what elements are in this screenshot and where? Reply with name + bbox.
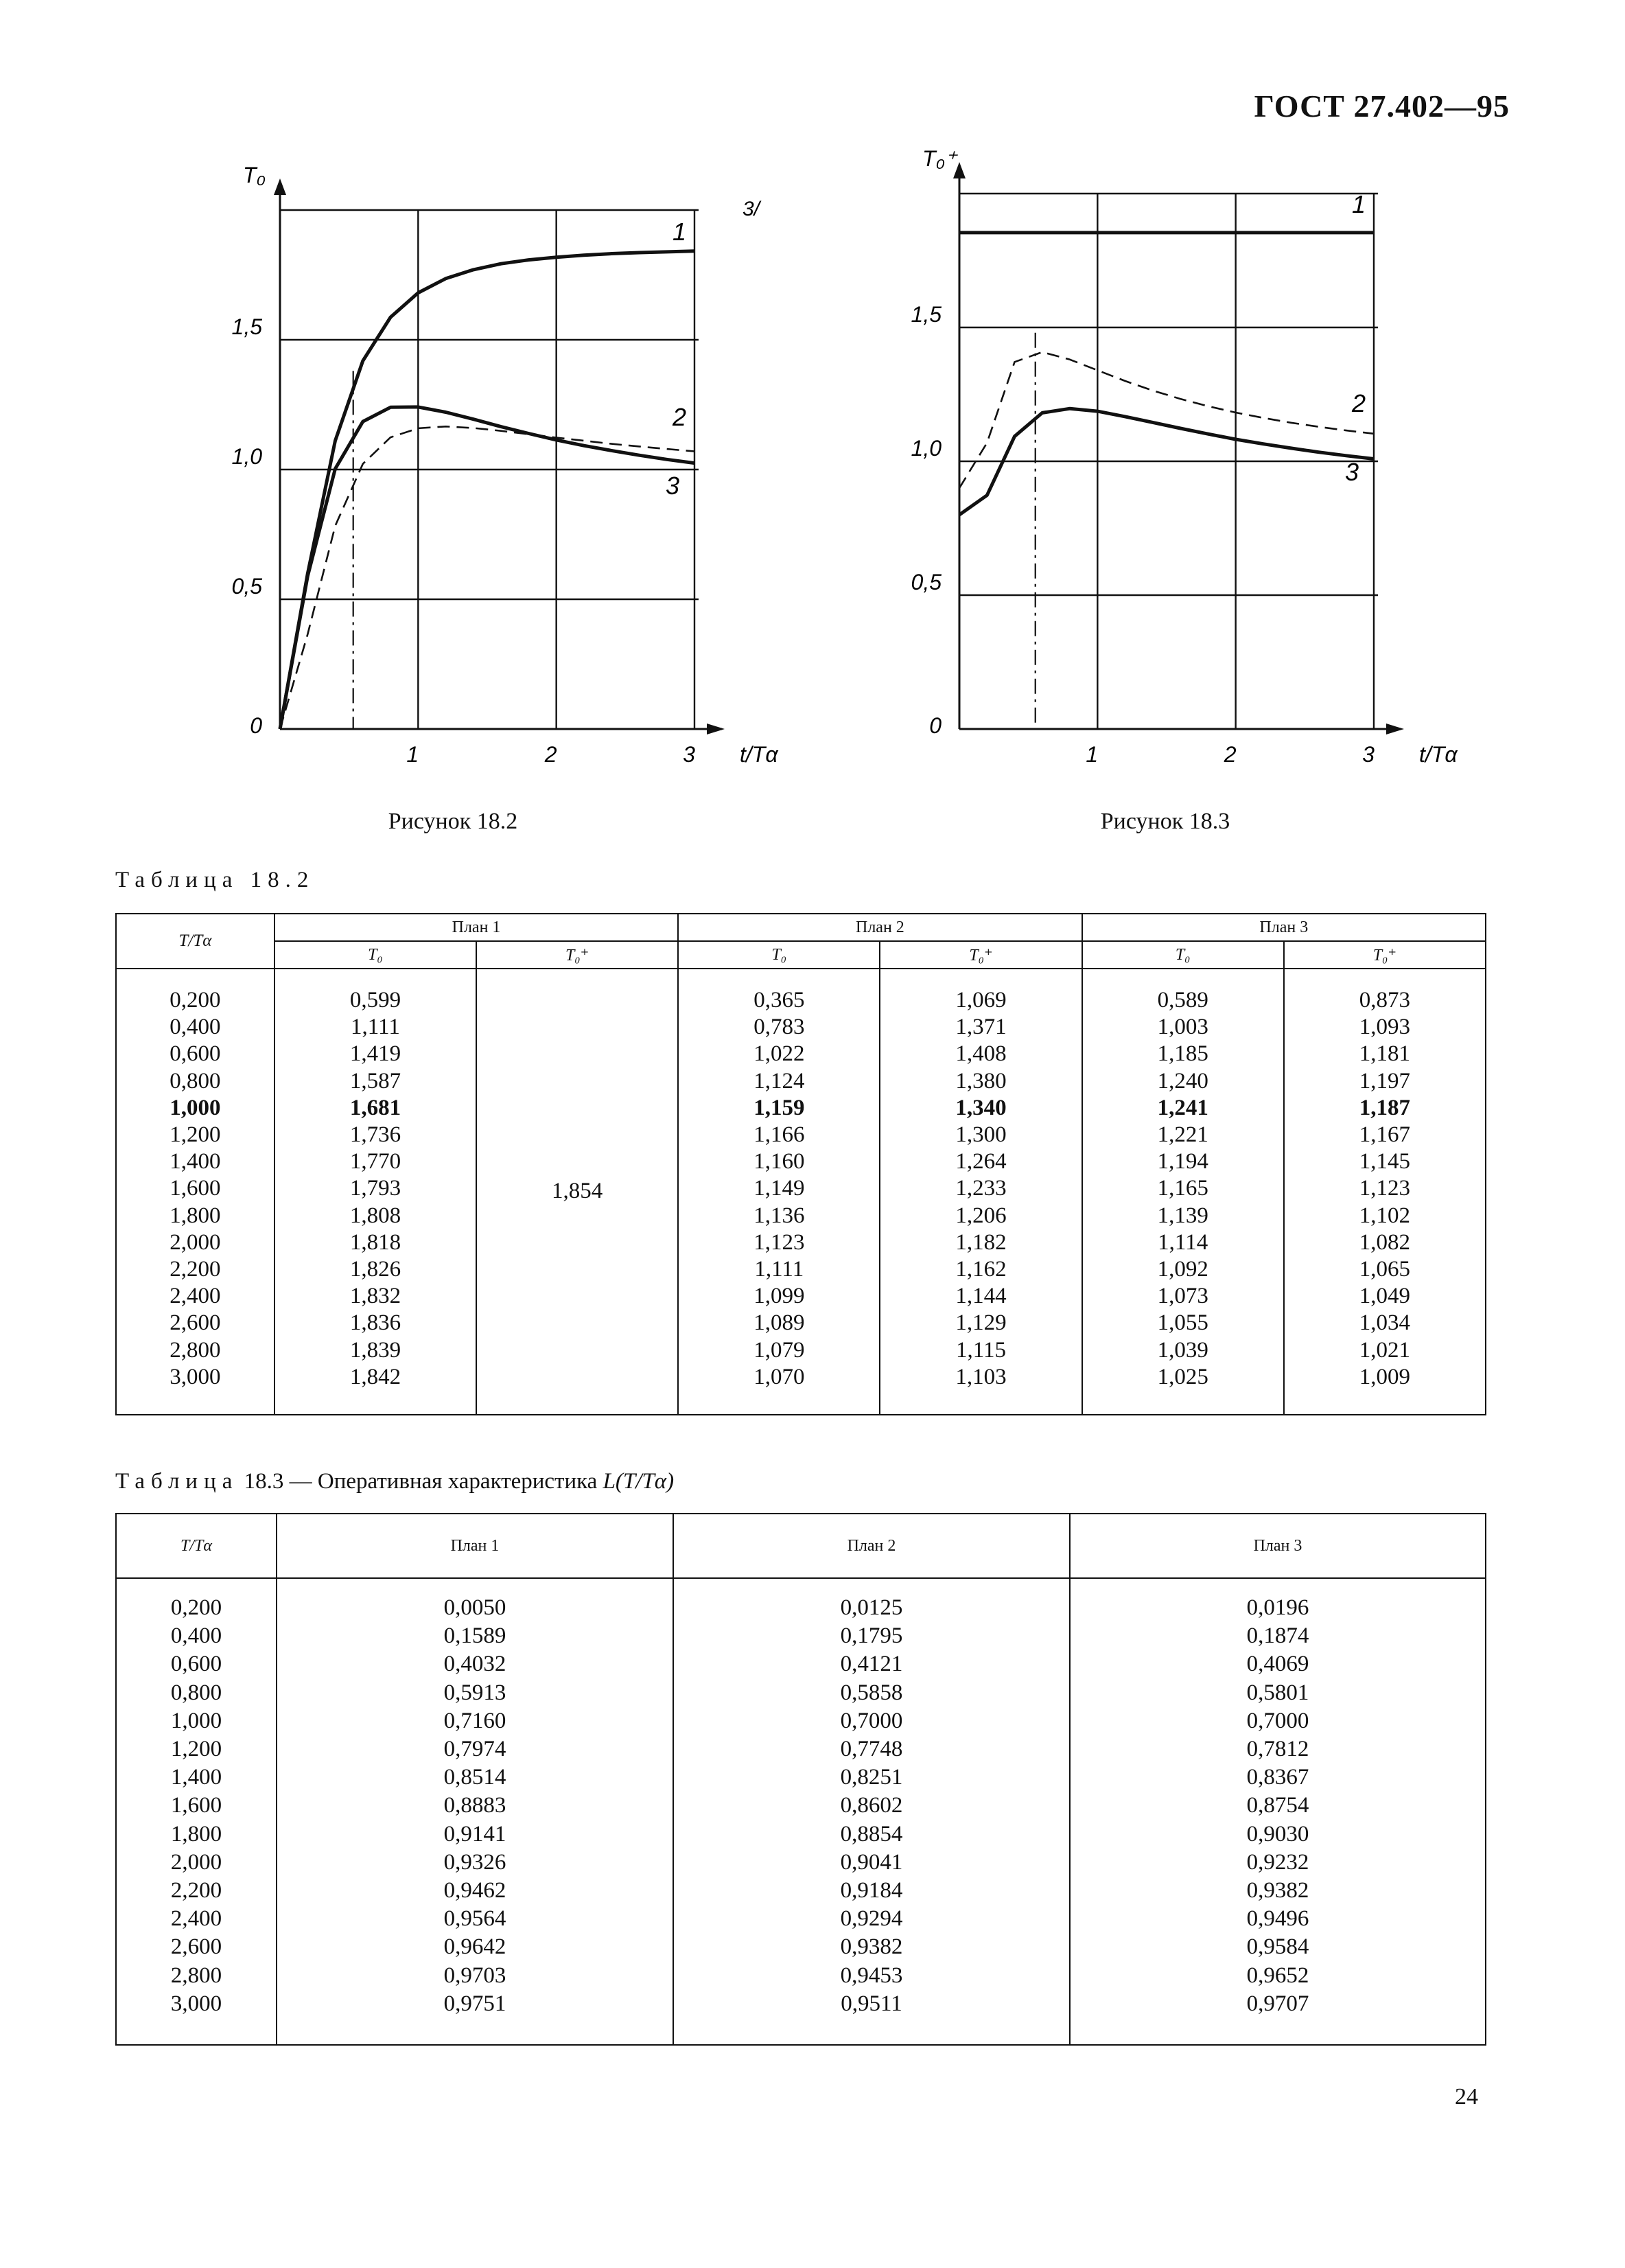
t3-row-header: T/Tα <box>116 1514 277 1578</box>
t3-col-plan2 <box>673 1578 1070 2045</box>
table-cell: 0,5801 <box>1246 1680 1309 1705</box>
table-cell: 0,9041 <box>840 1849 903 1875</box>
table-cell: 1,003 <box>1157 1015 1208 1040</box>
table-cell: 0,5913 <box>443 1680 506 1705</box>
table-cell: 0,1795 <box>840 1623 903 1649</box>
table-18-2-title <box>115 868 314 893</box>
table-cell: 1,808 <box>349 1203 401 1228</box>
table-cell: 2,400 <box>169 1284 221 1309</box>
figure-18-3-caption: Рисунок 18.3 <box>1100 809 1230 834</box>
table-cell: 2,600 <box>170 1934 222 1960</box>
table-cell: 1,408 <box>955 1041 1007 1067</box>
t2-col-t <box>116 969 274 1415</box>
table-cell: 1,115 <box>955 1337 1007 1363</box>
table-cell: 2,200 <box>170 1878 222 1903</box>
t2-plan1-T0plus-value: 1,854 <box>552 1179 603 1204</box>
table-cell: 1,009 <box>1359 1364 1411 1389</box>
table-cell: 1,800 <box>169 1203 221 1228</box>
table-cell: 1,149 <box>753 1176 805 1201</box>
x-tick-label: 1 <box>406 742 419 767</box>
table-cell: 3,000 <box>169 1364 221 1389</box>
table-cell: 2,800 <box>170 1963 222 1988</box>
table-cell: 0,9511 <box>841 1991 902 2016</box>
table-cell: 1,167 <box>1359 1122 1411 1148</box>
table-18-2-title-text: Таблица 18.2 <box>115 868 315 892</box>
table-cell: 0,200 <box>169 988 221 1012</box>
table-cell: 0,7000 <box>840 1708 903 1733</box>
table-cell: 1,233 <box>955 1176 1007 1201</box>
table-cell: 0,800 <box>169 1068 221 1094</box>
table-cell: 1,836 <box>349 1310 401 1336</box>
table-cell: 1,264 <box>955 1149 1007 1174</box>
x-tick-label: 3 <box>1362 742 1375 767</box>
y-tick-label: 0 <box>929 713 942 738</box>
table-cell: 0,9141 <box>443 1821 506 1847</box>
t2-plan2-header: План 2 <box>678 914 1082 941</box>
t2-col-plan3-T0 <box>1082 969 1284 1415</box>
table-cell: 1,166 <box>753 1122 805 1148</box>
table-cell: 0,0050 <box>443 1595 506 1620</box>
table-cell: 0,8367 <box>1246 1765 1309 1790</box>
t2-plan2-T0plus: T₀⁺ <box>880 941 1082 969</box>
table-cell: 0,9382 <box>1246 1878 1309 1903</box>
table-cell: 0,200 <box>170 1595 222 1620</box>
table-cell: 0,8251 <box>840 1765 903 1790</box>
table-cell: 0,783 <box>753 1015 805 1040</box>
document-code: ГОСТ 27.402—95 <box>1254 89 1510 124</box>
table-cell: 1,065 <box>1359 1257 1411 1282</box>
table-cell: 0,0196 <box>1246 1595 1309 1620</box>
table-cell: 1,160 <box>753 1149 805 1174</box>
table-cell: 1,022 <box>753 1041 805 1067</box>
table-cell: 0,8883 <box>443 1793 506 1818</box>
table-cell: 1,600 <box>169 1176 221 1201</box>
y-tick-label: 0 <box>250 713 262 738</box>
table-cell: 0,0125 <box>840 1595 903 1620</box>
table-cell: 1,103 <box>955 1364 1007 1389</box>
table-cell: 0,599 <box>349 988 401 1012</box>
table-18-3-title-prefix: Таблица <box>115 1469 239 1494</box>
series-line-3 <box>280 407 694 729</box>
table-cell: 0,8854 <box>840 1821 903 1847</box>
table-cell: 2,000 <box>170 1849 222 1875</box>
table-cell: 0,5858 <box>840 1680 903 1705</box>
table-cell: 1,093 <box>1359 1015 1411 1040</box>
table-cell: 0,873 <box>1359 988 1411 1012</box>
t3-plan1-header: План 1 <box>277 1514 673 1578</box>
table-cell: 1,400 <box>169 1149 221 1174</box>
table-cell: 0,9751 <box>443 1991 506 2016</box>
y-tick-label: 1,5 <box>911 302 942 327</box>
table-cell: 0,9642 <box>443 1934 506 1960</box>
table-cell: 1,419 <box>349 1041 401 1067</box>
table-cell: 2,000 <box>169 1229 221 1255</box>
table-cell: 1,770 <box>349 1149 401 1174</box>
x-axis-arrow <box>1386 724 1404 734</box>
table-cell: 0,9496 <box>1246 1906 1309 1932</box>
t2-col-plan1-T0plus <box>476 969 678 1415</box>
x-tick-label: 2 <box>1224 742 1237 767</box>
table-cell: 2,200 <box>169 1257 221 1282</box>
table-cell: 1,736 <box>349 1122 401 1148</box>
figure-18-2-chart <box>199 137 817 796</box>
curve-label: 1 <box>673 218 687 246</box>
table-cell: 1,165 <box>1157 1176 1208 1201</box>
t2-plan2-T0: T₀ <box>678 941 880 969</box>
table-cell: 1,111 <box>754 1257 804 1282</box>
table-cell: 1,111 <box>351 1015 400 1040</box>
table-cell: 1,039 <box>1157 1337 1208 1363</box>
table-cell: 1,089 <box>753 1310 805 1336</box>
table-cell: 2,800 <box>169 1337 221 1363</box>
t2-plan3-header: План 3 <box>1082 914 1486 941</box>
t2-plan1-T0: T₀ <box>274 941 476 969</box>
table-cell: 0,1874 <box>1246 1623 1309 1649</box>
table-cell: 1,185 <box>1157 1041 1208 1067</box>
table-cell: 2,400 <box>170 1906 222 1932</box>
y-tick-label: 1,0 <box>911 436 942 461</box>
y-axis-arrow <box>274 178 286 195</box>
table-cell: 0,600 <box>169 1041 221 1067</box>
table-cell: 1,114 <box>1158 1229 1208 1255</box>
table-cell: 1,000 <box>169 1095 221 1120</box>
table-cell: 0,7000 <box>1246 1708 1309 1733</box>
table-cell: 1,200 <box>169 1122 221 1148</box>
table-cell: 1,136 <box>753 1203 805 1228</box>
table-18-3-title-formula: L(T/Tα) <box>603 1469 675 1494</box>
table-cell: 1,049 <box>1359 1284 1411 1309</box>
t2-plan1-header: План 1 <box>274 914 678 941</box>
table-cell: 1,139 <box>1157 1203 1208 1228</box>
table-cell: 1,034 <box>1359 1310 1411 1336</box>
table-cell: 0,9564 <box>443 1906 506 1932</box>
table-18-2 <box>115 913 1486 1415</box>
table-cell: 1,194 <box>1157 1149 1208 1174</box>
table-cell: 1,340 <box>955 1095 1007 1120</box>
x-axis-arrow <box>707 724 725 734</box>
table-cell: 1,300 <box>955 1122 1007 1148</box>
table-cell: 1,000 <box>170 1708 222 1733</box>
t2-col-plan2-T0 <box>678 969 880 1415</box>
table-cell: 0,400 <box>169 1015 221 1040</box>
table-cell: 1,055 <box>1157 1310 1208 1336</box>
table-cell: 0,9707 <box>1246 1991 1309 2016</box>
table-cell: 0,4121 <box>840 1652 903 1677</box>
t3-col-plan1 <box>277 1578 673 2045</box>
table-cell: 0,7812 <box>1246 1737 1309 1762</box>
table-cell: 1,129 <box>955 1310 1007 1336</box>
curve-label: 3 <box>1345 458 1359 486</box>
table-18-3-title-rest: 18.3 — Оперативная характеристика <box>244 1469 598 1494</box>
table-cell: 1,099 <box>753 1284 805 1309</box>
table-cell: 0,7974 <box>443 1737 506 1762</box>
table-cell: 1,124 <box>753 1068 805 1094</box>
table-cell: 1,025 <box>1157 1364 1208 1389</box>
table-cell: 1,069 <box>955 988 1007 1012</box>
table-cell: 0,8754 <box>1246 1793 1309 1818</box>
table-cell: 1,839 <box>349 1337 401 1363</box>
table-cell: 1,587 <box>349 1068 401 1094</box>
t2-plan1-T0plus: T₀⁺ <box>476 941 678 969</box>
table-cell: 0,4032 <box>443 1652 506 1677</box>
t2-col-plan2-T0plus <box>880 969 1082 1415</box>
y-tick-label: 1,0 <box>231 444 262 469</box>
table-cell: 0,9294 <box>840 1906 903 1932</box>
table-cell: 0,600 <box>170 1652 222 1677</box>
table-cell: 0,589 <box>1157 988 1208 1012</box>
table-cell: 1,842 <box>349 1364 401 1389</box>
series-line-2 <box>280 426 694 729</box>
table-cell: 0,9184 <box>840 1878 903 1903</box>
table-cell: 0,9453 <box>840 1963 903 1988</box>
table-cell: 1,021 <box>1359 1337 1411 1363</box>
t3-plan3-header: План 3 <box>1070 1514 1486 1578</box>
curve-label: 2 <box>1352 389 1366 417</box>
table-cell: 1,145 <box>1359 1149 1411 1174</box>
table-cell: 1,073 <box>1157 1284 1208 1309</box>
table-cell: 1,371 <box>955 1015 1007 1040</box>
figure-18-3-chart <box>878 137 1496 796</box>
y-tick-label: 1,5 <box>231 314 262 339</box>
t3-plan2-header: План 2 <box>673 1514 1070 1578</box>
t3-col-plan3 <box>1070 1578 1486 2045</box>
table-cell: 3,000 <box>170 1991 222 2016</box>
table-cell: 1,206 <box>955 1203 1007 1228</box>
table-cell: 1,800 <box>170 1821 222 1847</box>
curve-label: 2 <box>673 403 687 431</box>
t2-plan3-T0plus: T₀⁺ <box>1284 941 1486 969</box>
series-line-2 <box>959 352 1374 488</box>
y-tick-label: 0,5 <box>911 570 942 594</box>
table-cell: 1,826 <box>349 1257 401 1282</box>
table-cell: 1,182 <box>955 1229 1007 1255</box>
t2-plan3-T0: T₀ <box>1082 941 1284 969</box>
table-cell: 0,7748 <box>840 1737 903 1762</box>
table-18-3 <box>115 1513 1486 2046</box>
table-cell: 1,221 <box>1157 1122 1208 1148</box>
curve-label: 1 <box>1352 190 1366 218</box>
table-cell: 1,400 <box>170 1765 222 1790</box>
series-line-1 <box>280 251 694 729</box>
x-tick-label: 1 <box>1086 742 1099 767</box>
page-number: 24 <box>1455 2084 1478 2109</box>
table-cell: 0,7160 <box>443 1708 506 1733</box>
table-cell: 1,241 <box>1157 1095 1208 1120</box>
table-cell: 0,9326 <box>443 1849 506 1875</box>
table-cell: 0,1589 <box>443 1623 506 1649</box>
table-cell: 1,793 <box>349 1176 401 1201</box>
y-axis-label: T₀ <box>243 163 266 187</box>
x-tick-label: 2 <box>544 742 557 767</box>
table-cell: 0,9652 <box>1246 1963 1309 1988</box>
table-cell: 1,102 <box>1359 1203 1411 1228</box>
table-cell: 1,092 <box>1157 1257 1208 1282</box>
t2-col-plan1-T0 <box>274 969 476 1415</box>
table-cell: 1,832 <box>349 1284 401 1309</box>
table-cell: 0,8514 <box>443 1765 506 1790</box>
table-cell: 0,9382 <box>840 1934 903 1960</box>
t2-row-header: T/Tα <box>116 914 274 969</box>
table-cell: 2,600 <box>169 1310 221 1336</box>
figure-18-2-caption: Рисунок 18.2 <box>388 809 518 834</box>
table-cell: 0,800 <box>170 1680 222 1705</box>
table-cell: 0,400 <box>170 1623 222 1649</box>
table-cell: 1,600 <box>170 1793 222 1818</box>
table-cell: 1,070 <box>753 1364 805 1389</box>
x-tick-label: 3 <box>683 742 695 767</box>
table-cell: 1,681 <box>349 1095 401 1120</box>
table-cell: 1,162 <box>955 1257 1007 1282</box>
y-tick-label: 0,5 <box>231 574 262 599</box>
table-cell: 0,365 <box>753 988 805 1012</box>
x-axis-label: t/Tα <box>1419 742 1458 767</box>
curve-label: 3 <box>666 472 680 500</box>
figure-18-2 <box>199 137 817 796</box>
table-cell: 0,9232 <box>1246 1849 1309 1875</box>
table-cell: 1,082 <box>1359 1229 1411 1255</box>
table-cell: 0,9030 <box>1246 1821 1309 1847</box>
table-cell: 1,197 <box>1359 1068 1411 1094</box>
figure-18-3 <box>878 137 1496 796</box>
table-cell: 1,240 <box>1157 1068 1208 1094</box>
x-axis-label: t/Tα <box>740 742 778 767</box>
table-cell: 1,187 <box>1359 1095 1411 1120</box>
table-cell: 1,818 <box>349 1229 401 1255</box>
t3-col-t <box>116 1578 277 2045</box>
table-cell: 0,9703 <box>443 1963 506 1988</box>
table-cell: 1,380 <box>955 1068 1007 1094</box>
table-cell: 1,181 <box>1359 1041 1411 1067</box>
table-cell: 1,159 <box>753 1095 805 1120</box>
table-cell: 1,200 <box>170 1737 222 1762</box>
table-cell: 1,079 <box>753 1337 805 1363</box>
table-cell: 0,8602 <box>840 1793 903 1818</box>
y-axis-label: T₀⁺ <box>922 146 957 171</box>
table-cell: 0,9462 <box>443 1878 506 1903</box>
table-cell: 1,123 <box>1359 1176 1411 1201</box>
table-cell: 1,123 <box>753 1229 805 1255</box>
table-cell: 0,4069 <box>1246 1652 1309 1677</box>
table-cell: 0,9584 <box>1246 1934 1309 1960</box>
t2-col-plan3-T0plus <box>1284 969 1486 1415</box>
corner-mark: 3/ <box>743 198 760 220</box>
table-18-3-title <box>115 1469 674 1494</box>
table-cell: 1,144 <box>955 1284 1007 1309</box>
